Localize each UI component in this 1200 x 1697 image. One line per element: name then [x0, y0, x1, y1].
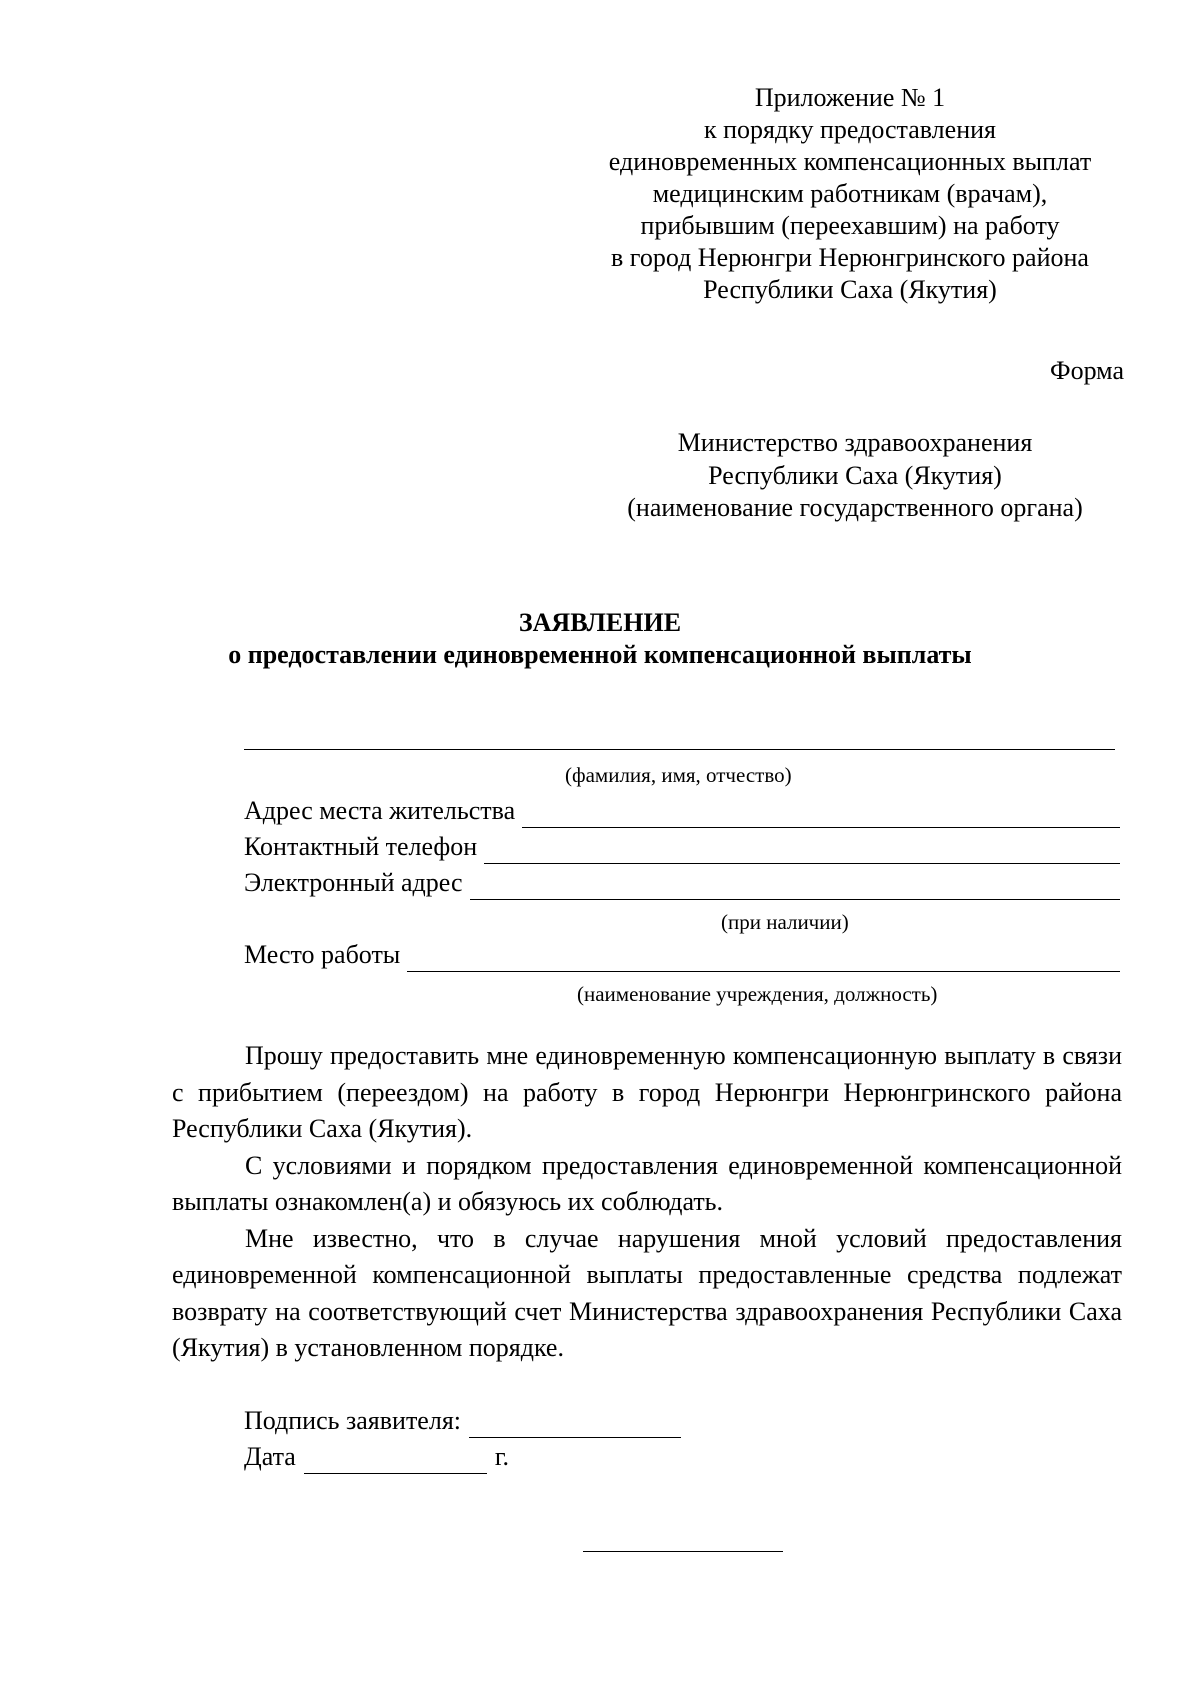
appendix-line-7: Республики Саха (Якутия): [703, 275, 997, 304]
date-row: [244, 1440, 509, 1474]
year-suffix: г.: [494, 1442, 510, 1471]
work-row: [244, 938, 1120, 972]
form-label: Форма: [1050, 356, 1124, 385]
date-field[interactable]: [304, 1447, 487, 1474]
recipient-line-1: Министерство здравоохранения: [677, 428, 1033, 457]
fio-field[interactable]: [244, 749, 1115, 750]
recipient-caption: (наименование государственного органа): [627, 493, 1083, 522]
phone-field[interactable]: [484, 837, 1120, 864]
work-label: Место работы: [244, 940, 401, 969]
email-label: Электронный адрес: [244, 868, 463, 897]
appendix-header: [565, 82, 1135, 306]
fio-caption: (фамилия, имя, отчество): [565, 763, 792, 787]
phone-row: [244, 830, 1120, 864]
appendix-line-4: медицинским работникам (врачам),: [652, 179, 1048, 208]
body-paragraph-3: Мне известно, что в случае нарушения мной условий предоставления единовременной компенсационной выплаты предоставленные средства подлежат возврату на соответствующий счет Министерства здравоохранения Республики Саха (Якутия) в установленном порядке.: [172, 1223, 1122, 1362]
address-label: Адрес места жительства: [244, 796, 516, 825]
email-field[interactable]: [470, 873, 1120, 900]
recipient-line-2: Республики Саха (Якутия): [708, 460, 1002, 490]
document-title: [0, 607, 1200, 671]
body-paragraph-2: С условиями и порядком предоставления единовременной компенсационной выплаты ознакомлен(а) и обязуюсь их соблюдать.: [172, 1150, 1122, 1216]
appendix-line-1: Приложение № 1: [754, 83, 946, 112]
appendix-line-5: прибывшим (переехавшим) на работу: [640, 211, 1060, 240]
title-subtitle: о предоставлении единовременной компенсационной выплаты: [228, 640, 972, 669]
signature-row: [244, 1404, 681, 1438]
date-label: Дата: [244, 1442, 296, 1471]
phone-label: Контактный телефон: [244, 832, 478, 861]
work-field[interactable]: [407, 945, 1120, 972]
address-field[interactable]: [522, 801, 1120, 828]
email-row: [244, 866, 1120, 900]
title-main: ЗАЯВЛЕНИЕ: [518, 608, 682, 637]
recipient-block: [585, 427, 1125, 525]
appendix-line-2: к порядку предоставления: [704, 115, 996, 144]
body-paragraph-1: Прошу предоставить мне единовременную компенсационную выплату в связи с прибытием (переездом) на работу в город Нерюнгри Нерюнгринского района Республики Саха (Якутия).: [172, 1041, 1122, 1143]
email-caption: (при наличии): [721, 910, 849, 934]
address-row: [244, 794, 1120, 828]
statement-body: [172, 1038, 1122, 1367]
appendix-line-6: в город Нерюнгри Нерюнгринского района: [611, 243, 1089, 272]
appendix-line-3: единовременных компенсационных выплат: [608, 147, 1092, 176]
end-divider: [583, 1551, 783, 1552]
signature-field[interactable]: [469, 1411, 681, 1438]
work-caption: (наименование учреждения, должность): [577, 982, 938, 1006]
signature-label: Подпись заявителя:: [244, 1406, 462, 1435]
